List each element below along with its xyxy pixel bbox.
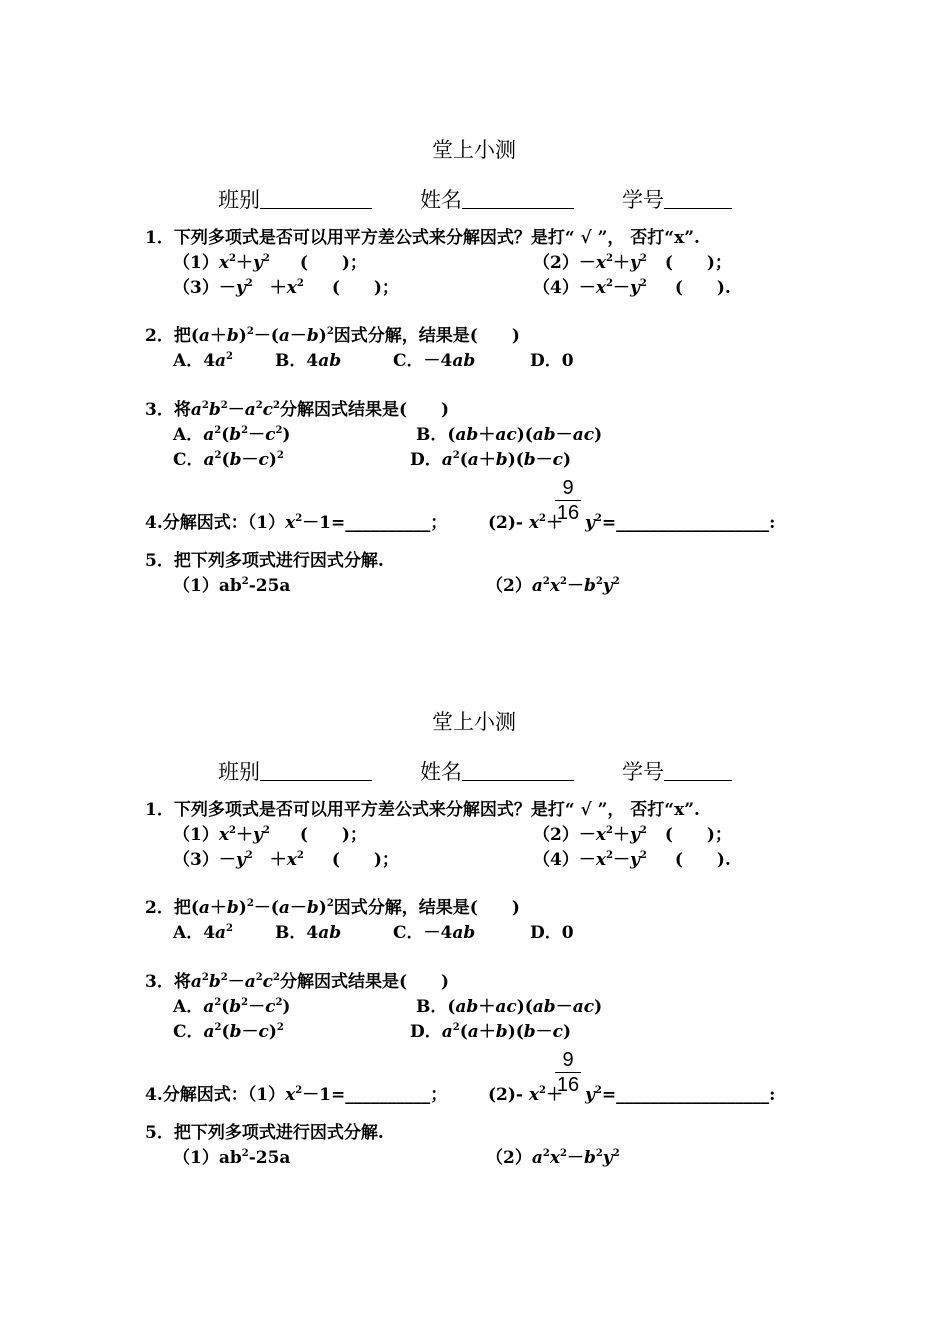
question-4-part-2-right: $y^2=\_\_\_\_\_\_\_\_\_\_\_\_\_\_\_\_\_\_$: bbox=[585, 1085, 776, 1105]
question-5-item-1: $(1)ab^2-25a$ bbox=[173, 1148, 291, 1168]
question-1-item-2: $(2)-x^2+y^2$ ( )； bbox=[533, 825, 732, 845]
question-3-option-b[interactable]: B．(ab＋ac)(ab－ac) bbox=[416, 997, 603, 1017]
fraction-numerator: 9 bbox=[555, 476, 581, 501]
name-label: 姓名 bbox=[420, 188, 462, 212]
quiz-title: 堂上小测 bbox=[432, 710, 516, 734]
name-blank[interactable] bbox=[462, 760, 574, 781]
name-field bbox=[420, 188, 574, 210]
number-blank[interactable] bbox=[664, 188, 732, 209]
name-blank[interactable] bbox=[462, 188, 574, 209]
question-2-option-a[interactable]: A．$4a^2$ bbox=[173, 351, 234, 371]
class-label: 班别 bbox=[218, 760, 260, 784]
question-3-option-a[interactable]: A．$a^2(b^2-c^2)$ bbox=[173, 425, 291, 445]
name-field bbox=[420, 760, 574, 782]
question-1-item-4: $(4)-x^2-y^2$ ( ). bbox=[533, 278, 731, 298]
fraction-denominator: 16 bbox=[556, 1074, 580, 1096]
number-field bbox=[622, 760, 732, 782]
question-4-part-2-left: (2)- $x^2+$ bbox=[488, 1085, 564, 1105]
question-2-option-c[interactable]: C．－4ab bbox=[393, 351, 476, 371]
number-label: 学号 bbox=[622, 188, 664, 212]
question-2-option-a[interactable]: A．$4a^2$ bbox=[173, 923, 234, 943]
question-1-item-4: $(4)-x^2-y^2$ ( ). bbox=[533, 850, 731, 870]
question-2-stem: 2．把$(a+b)^2-(a-b)^2$因式分解，结果是( ) bbox=[145, 898, 520, 918]
question-2-option-d[interactable]: D．0 bbox=[530, 351, 574, 371]
name-label: 姓名 bbox=[420, 760, 462, 784]
question-1-item-1: $(1)x^2+y^2$ ( )； bbox=[173, 253, 367, 273]
question-2-option-d[interactable]: D．0 bbox=[530, 923, 574, 943]
question-4-part-1: 4.分解因式：$(1)x^2-1=\_\_\_\_\_\_\_\_\_\_$； bbox=[145, 513, 448, 533]
question-1-item-2: $(2)-x^2+y^2$ ( )； bbox=[533, 253, 732, 273]
question-1-item-3: $(3)-y^2$ $+x^2$ ( )； bbox=[173, 278, 399, 298]
question-3-option-a[interactable]: A．$a^2(b^2-c^2)$ bbox=[173, 997, 291, 1017]
question-3-option-b[interactable]: B．(ab＋ac)(ab－ac) bbox=[416, 425, 603, 445]
question-5-item-2: $(2)a^2x^2-b^2y^2$ bbox=[486, 576, 620, 596]
question-4-part-2-left: (2)- $x^2+$ bbox=[488, 513, 564, 533]
question-4-part-1: 4.分解因式：$(1)x^2-1=\_\_\_\_\_\_\_\_\_\_$； bbox=[145, 1085, 448, 1105]
fraction-numerator: 9 bbox=[555, 1048, 581, 1073]
fraction-denominator: 16 bbox=[556, 502, 580, 524]
class-field bbox=[218, 760, 372, 782]
question-1-stem: 1．下列多项式是否可以用平方差公式来分解因式？是打“ √ ”， 否打“x”. bbox=[145, 800, 700, 820]
question-4-part-2-right: $y^2=\_\_\_\_\_\_\_\_\_\_\_\_\_\_\_\_\_\_$: bbox=[585, 513, 776, 533]
question-3-stem: 3．将$a^2b^2-a^2c^2$分解因式结果是( ) bbox=[145, 972, 450, 992]
class-blank[interactable] bbox=[260, 760, 372, 781]
question-3-option-d[interactable]: D．$a^2(a+b)(b-c)$ bbox=[410, 450, 572, 470]
class-blank[interactable] bbox=[260, 188, 372, 209]
question-2-stem: 2．把$(a+b)^2-(a-b)^2$因式分解，结果是( ) bbox=[145, 326, 520, 346]
question-3-stem: 3．将$a^2b^2-a^2c^2$分解因式结果是( ) bbox=[145, 400, 450, 420]
question-5-stem: 5．把下列多项式进行因式分解. bbox=[145, 1123, 384, 1143]
question-5-stem: 5．把下列多项式进行因式分解. bbox=[145, 551, 384, 571]
question-1-stem: 1．下列多项式是否可以用平方差公式来分解因式？是打“ √ ”， 否打“x”. bbox=[145, 228, 700, 248]
question-1-item-3: $(3)-y^2$ $+x^2$ ( )； bbox=[173, 850, 399, 870]
number-field bbox=[622, 188, 732, 210]
question-5-item-2: $(2)a^2x^2-b^2y^2$ bbox=[486, 1148, 620, 1168]
question-2-option-b[interactable]: B．4ab bbox=[275, 351, 342, 371]
question-3-option-c[interactable]: C．$a^2(b-c)^2$ bbox=[173, 1022, 284, 1042]
question-1-item-1: $(1)x^2+y^2$ ( )； bbox=[173, 825, 367, 845]
quiz-title: 堂上小测 bbox=[432, 138, 516, 162]
question-3-option-d[interactable]: D．$a^2(a+b)(b-c)$ bbox=[410, 1022, 572, 1042]
question-5-item-1: $(1)ab^2-25a$ bbox=[173, 576, 291, 596]
class-label: 班别 bbox=[218, 188, 260, 212]
number-label: 学号 bbox=[622, 760, 664, 784]
question-2-option-b[interactable]: B．4ab bbox=[275, 923, 342, 943]
question-3-option-c[interactable]: C．$a^2(b-c)^2$ bbox=[173, 450, 284, 470]
class-field bbox=[218, 188, 372, 210]
number-blank[interactable] bbox=[664, 760, 732, 781]
question-2-option-c[interactable]: C．－4ab bbox=[393, 923, 476, 943]
